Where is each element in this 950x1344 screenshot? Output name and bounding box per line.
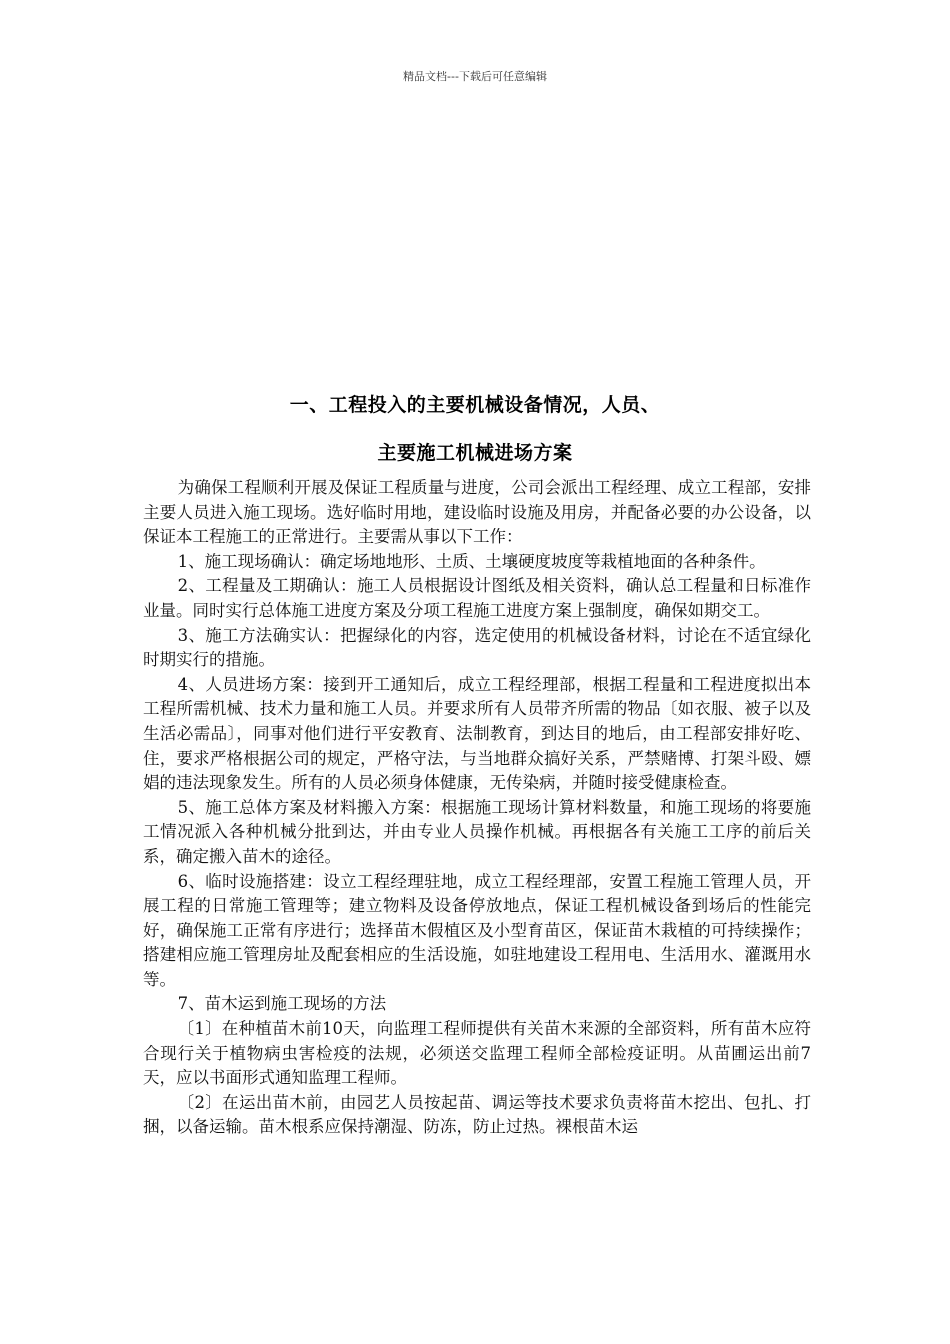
paragraph-intro: 为确保工程顺利开展及保证工程质量与进度，公司会派出工程经理、成立工程部，安排主要人员进入施工现场。选好临时用地，建设临时设施及用房，并配备必要的办公设备，以保证本工程施工的正常进行。主要需从事以下工作： — [143, 478, 811, 547]
paragraph-item-4: 4、人员进场方案：接到开工通知后，成立工程经理部，根据工程量和工程进度拟出本工程所需机械、技术力量和施工人员。并要求所有人员带齐所需的物品〔如衣服、被子以及生活必需品〕，同事对他们进行平安教育、法制教育，到达目的地后，由工程部安排好吃、住，要求严格根据公司的规定，严格守法，与当地群众搞好关系，严禁赌博、打架斗殴、嫖娼的违法现象发生。所有的人员必须身体健康，无传染病，并随时接受健康检查。 — [143, 674, 811, 793]
paragraph-subitem-1: 〔1〕在种植苗木前10天，向监理工程师提供有关苗木来源的全部资料，所有苗木应符合现行关于植物病虫害检疫的法规，必须送交监理工程师全部检疫证明。从苗圃运出前7天，应以书面形式通知监理工程师。 — [143, 1019, 811, 1088]
section-title-line-1: 一、工程投入的主要机械设备情况，人员、 — [289, 394, 661, 416]
paragraph-item-6: 6、临时设施搭建：设立工程经理驻地，成立工程经理部，安置工程施工管理人员，开展工程的日常施工管理等；建立物料及设备停放地点，保证工程机械设备到场后的性能完好，确保施工正常有序进行；选择苗木假植区及小型育苗区，保证苗木栽植的可持续操作；搭建相应施工管理房址及配套相应的生活设施，如驻地建设工程用电、生活用水、灌溉用水等。 — [143, 871, 811, 989]
paragraph-item-3: 3、施工方法确实认：把握绿化的内容，选定使用的机械设备材料，讨论在不适宜绿化时期实行的措施。 — [143, 625, 811, 670]
paragraph-item-2: 2、工程量及工期确认：施工人员根据设计图纸及相关资料，确认总工程量和日标准作业量。同时实行总体施工进度方案及分项工程施工进度方案上强制度，确保如期交工。 — [143, 576, 811, 620]
section-title-line-2: 主要施工机械进场方案 — [377, 442, 573, 464]
paragraph-subitem-2: 〔2〕在运出苗木前，由园艺人员按起苗、调运等技术要求负责将苗木挖出、包扎、打捆，以备运输。苗木根系应保持潮湿、防冻，防止过热。裸根苗木运 — [143, 1092, 811, 1137]
paragraph-item-7: 7、苗木运到施工现场的方法 — [177, 994, 387, 1014]
paragraph-item-5: 5、施工总体方案及材料搬入方案：根据施工现场计算材料数量，和施工现场的将要施工情况派入各种机械分批到达，并由专业人员操作机械。再根据各有关施工工序的前后关系，确定搬入苗木的途径。 — [143, 797, 811, 866]
document-body — [143, 476, 811, 1140]
page-header-note: 精品文档---下载后可任意编辑 — [403, 70, 547, 83]
paragraph-item-1: 1、施工现场确认：确定场地地形、土质、土壤硬度坡度等栽植地面的各种条件。 — [177, 551, 766, 571]
